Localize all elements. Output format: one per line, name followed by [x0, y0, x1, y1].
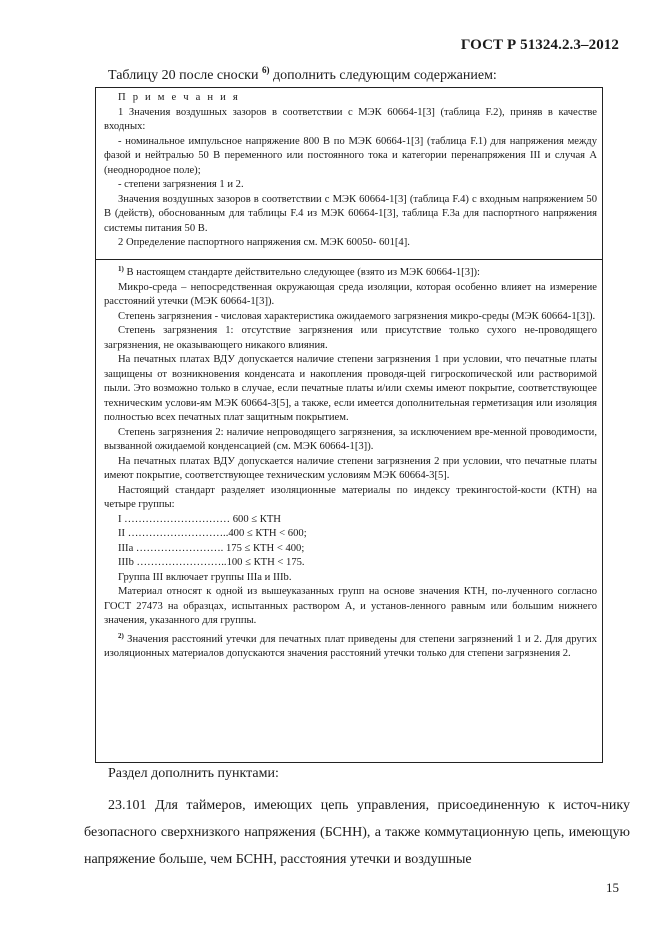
footnote-paragraph: На печатных платах ВДУ допускается наличие степени загрязнения 1 при условии, что печатные платы защищены от возникновения конденсата и накопления проводя-щей гигроскопической или растворимой пыли. Это возможно только в случае, если печатные платы и/или схемы имеют покрытие, соответствующее техническим услови-ям МЭК 60664-3[5], а также, если имеется дополнительная герметизация или изоляция полностью всех печатных плат защитным покрытием.	[104, 354, 597, 423]
intro-line	[108, 62, 497, 84]
document-code: ГОСТ Р 51324.2.3–2012	[460, 37, 619, 53]
footnote-paragraph: На печатных платах ВДУ допускается наличие степени загрязнения 2 при условии, что печатные платы имеют покрытие, соответствующее техническим условиям МЭК 60664-3[5].	[104, 455, 597, 481]
group-line: II ………………………..400 ≤ КТН < 600;	[118, 528, 307, 539]
note-line: - степени загрязнения 1 и 2.	[118, 179, 244, 190]
footnote-paragraph: Настоящий стандарт разделяет изоляционные материалы по индексу трекингостой-кости (КТН) на четыре группы:	[104, 484, 597, 510]
group-line: IIIb ……………………..100 ≤ КТН < 175.	[118, 557, 305, 568]
note-line: 1 Значения воздушных зазоров в соответствии с МЭК 60664-1[3] (таблица F.2), приняв в качестве входных:	[104, 106, 597, 132]
footnote-1	[104, 262, 597, 281]
footnote-2-marker: 2)	[118, 631, 124, 640]
footnote-paragraph: Микро-среда – непосредственная окружающая среда изоляции, которая особенно влияет на измерение расстояний утечки (МЭК 60664-1[3]).	[104, 281, 597, 307]
group-line: IIIa ……………………. 175 ≤ КТН < 400;	[118, 542, 305, 554]
table-separator	[96, 259, 602, 260]
clause-23-101	[84, 792, 630, 873]
clause-23-101-text: 23.101 Для таймеров, имеющих цепь управления, присоединенную к источ-нику безопасного сверхнизкого напряжения (БСНН), а также коммутационную цепь, имеющую напряжение больше, чем БСНН, расстояния утечки и воздушные	[84, 798, 630, 867]
footnote-paragraph: Степень загрязнения 2: наличие непроводящего загрязнения, за исключением вре-менной проводимости, вызванной ожидаемой конденсацией (см. МЭК 60664-1[3]).	[104, 426, 597, 452]
intro-text-before: Таблицу 20 после сноски	[108, 68, 262, 83]
note-line: Значения воздушных зазоров в соответствии с МЭК 60664-1[3] (таблица F.4) с входным напряжением 50 В (действ), обоснованным для таблицы F.4 из МЭК 60664-1[3], таблица F.3а для паспортного напряжения системы питания 50 В.	[104, 193, 597, 234]
footnotes-section	[104, 262, 597, 662]
footnote-2-text: Значения расстояний утечки для печатных плат приведены для степени загрязнений 1 и 2. Для других изоляционных материалов допускаются значения расстояний утечки только для степени загрязнения 2.	[104, 633, 597, 659]
section-heading: Раздел дополнить пунктами:	[108, 766, 279, 781]
notes-section	[104, 91, 597, 251]
footnote-1-marker: 1)	[118, 265, 124, 273]
material-paragraph: Материал относят к одной из вышеуказанных групп на основе значения КТН, по-лученного согласно ГОСТ 27473 на образцах, испытанных раствором А, и установ-ленного равным или большим нижнего значения, указанного для группы.	[104, 586, 597, 626]
note-line: - номинальное импульсное напряжение 800 В по МЭК 60664-1[3] (таблица F.1) для напряжения между фазой и нейтралью 50 В переменного или постоянного тока и категории перенапряжения III и случая А (неоднородное поле);	[104, 135, 597, 176]
footnote-2	[104, 629, 597, 662]
group-note: Группа III включает группы IIIa и IIIb.	[118, 571, 292, 583]
note-line: 2 Определение паспортного напряжения см. МЭК 60050- 601[4].	[118, 237, 410, 248]
footnote-paragraph: Степень загрязнения - числовая характеристика ожидаемого загрязнения микро-среды (МЭК 60664-1[3]).	[118, 310, 596, 322]
intro-footnote-ref: 6)	[261, 65, 270, 75]
intro-text-after: дополнить следующим содержанием:	[269, 68, 497, 83]
footnote-paragraph: Степень загрязнения 1: отсутствие загрязнения или присутствие только сухого не-проводящего загрязнения, не оказывающего никакого влияния.	[104, 325, 597, 351]
footnote-1-text: В настоящем стандарте действительно следующее (взято из МЭК 60664-1[3]):	[123, 267, 480, 278]
notes-title: П р и м е ч а н и я	[118, 92, 240, 103]
group-line: I ………………………… 600 ≤ КТН	[118, 513, 281, 525]
page-number: 15	[606, 880, 619, 895]
